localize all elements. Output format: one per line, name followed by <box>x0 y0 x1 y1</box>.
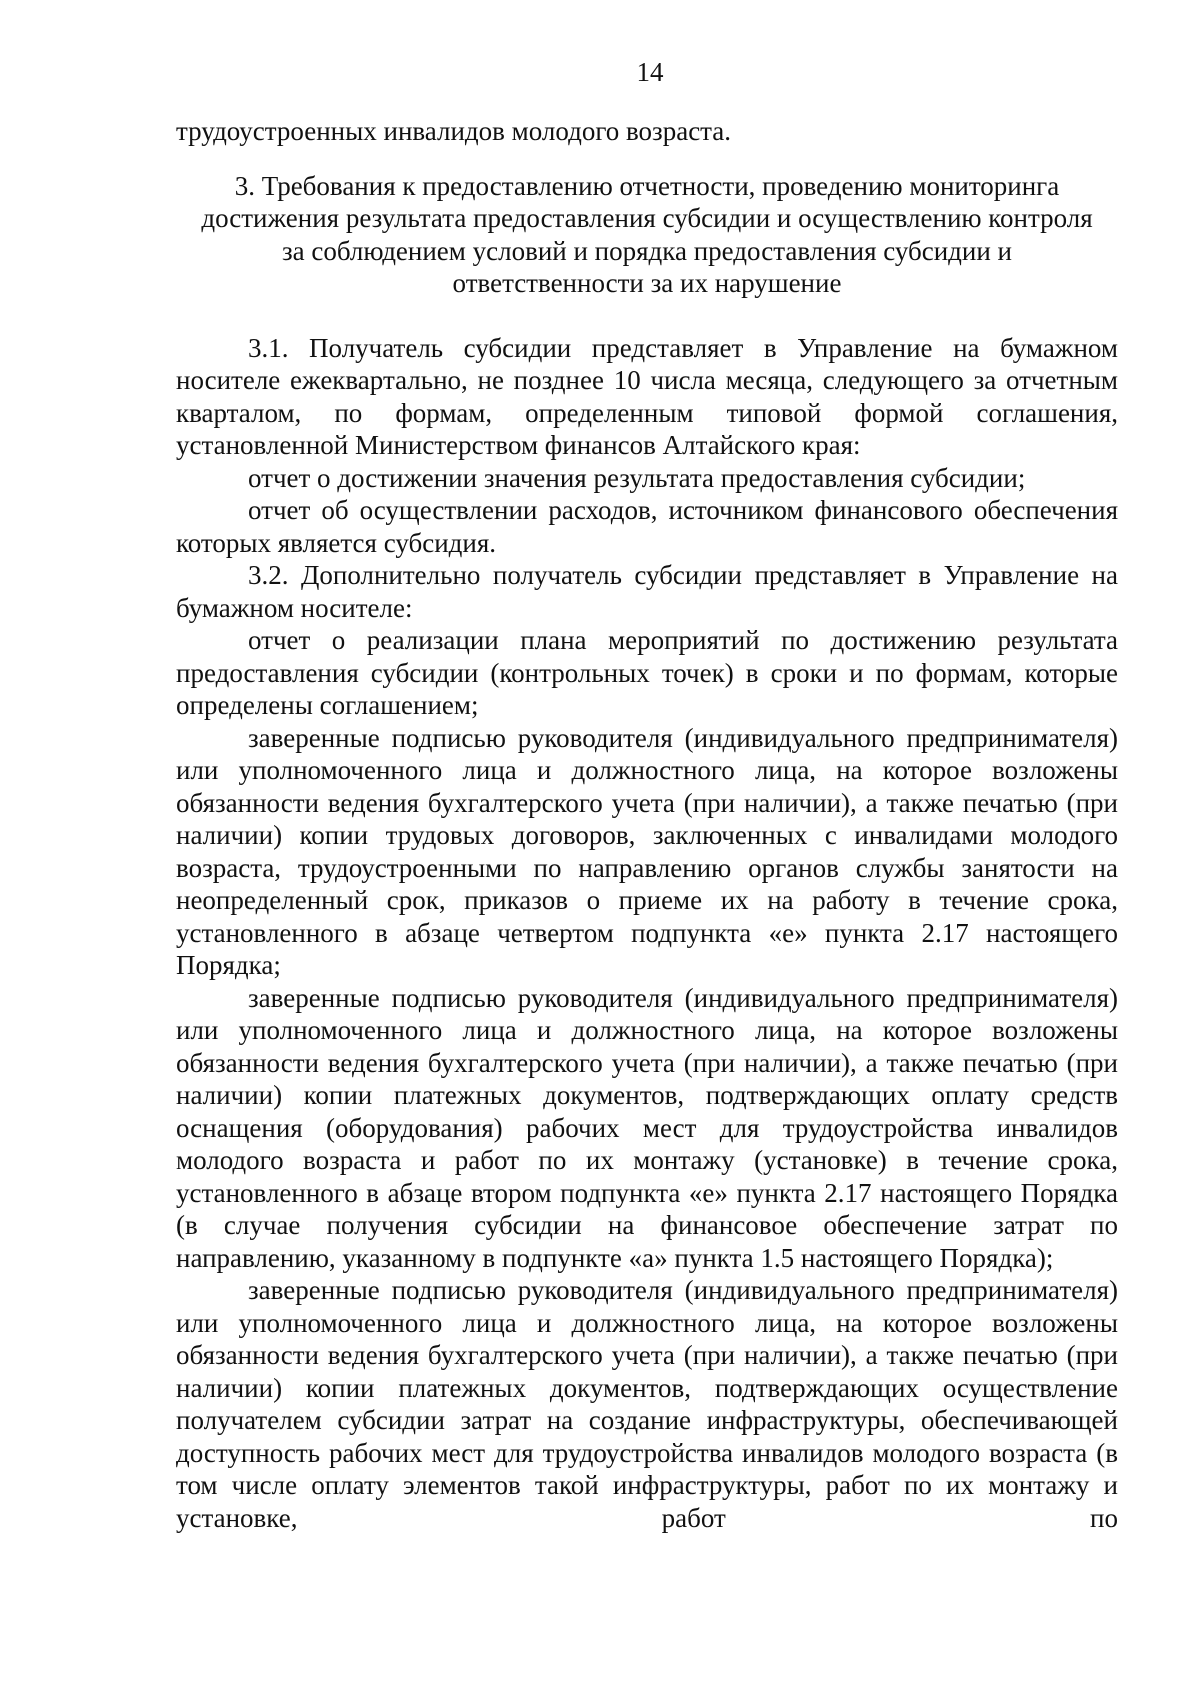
section-heading-line: ответственности за их нарушение <box>452 268 842 298</box>
page-number: 14 <box>636 57 664 87</box>
section-heading <box>176 170 1118 300</box>
paragraph-report-expenses: отчет об осуществлении расходов, источником финансового обеспечения которых является субсидия. <box>176 495 1118 558</box>
paragraph-3-2: 3.2. Дополнительно получатель субсидии представляет в Управление на бумажном носителе: <box>176 560 1118 623</box>
document-body <box>176 115 1118 1534</box>
paragraph-certified-equipment-payments: заверенные подписью руководителя (индивидуального предпринимателя) или уполномоченного лица и должностного лица, на которое возложены обязанности ведения бухгалтерского учета (при наличии), а также печатью (при наличии) копии платежных документов, подтверждающих оплату средств оснащения (оборудования) рабочих мест для трудоустройства инвалидов молодого возраста и работ по их монтажу (установке) в течение срока, установленного в абзаце втором подпункта «е» пункта 2.17 настоящего Порядка (в случае получения субсидии на финансовое обеспечение затрат по направлению, указанному в подпункте «а» пункта 1.5 настоящего Порядка); <box>176 982 1118 1273</box>
section-heading-line: достижения результата предоставления субсидии и осуществлению контроля <box>201 203 1093 233</box>
paragraph-certified-contracts: заверенные подписью руководителя (индивидуального предпринимателя) или уполномоченного лица и должностного лица, на которое возложены обязанности ведения бухгалтерского учета (при наличии), а также печатью (при наличии) копии трудовых договоров, заключенных с инвалидами молодого возраста, трудоустроенными по направлению органов службы занятости на неопределенный срок, приказов о приеме их на работу в течение срока, установленного в абзаце четвертом подпункта «е» пункта 2.17 настоящего Порядка; <box>176 722 1118 980</box>
paragraph-certified-infrastructure-payments: заверенные подписью руководителя (индивидуального предпринимателя) или уполномоченного лица и должностного лица, на которое возложены обязанности ведения бухгалтерского учета (при наличии), а также печатью (при наличии) копии платежных документов, подтверждающих осуществление получателем субсидии затрат на создание инфраструктуры, обеспечивающей доступность рабочих мест для трудоустройства инвалидов молодого возраста (в том числе оплату элементов такой инфраструктуры, работ по их монтажу и установке, работ по <box>176 1275 1118 1533</box>
section-heading-line: 3. Требования к предоставлению отчетности, проведению мониторинга <box>234 170 1060 201</box>
lead-line: трудоустроенных инвалидов молодого возраста. <box>176 116 732 146</box>
paragraph-report-plan: отчет о реализации плана мероприятий по достижению результата предоставления субсидии (контрольных точек) в сроки и по формам, которые определены соглашением; <box>176 625 1118 720</box>
paragraph-report-result: отчет о достижении значения результата предоставления субсидии; <box>248 462 1026 493</box>
paragraph-3-1: 3.1. Получатель субсидии представляет в Управление на бумажном носителе ежеквартально, не позднее 10 числа месяца, следующего за отчетным кварталом, по формам, определенным типовой формой соглашения, установленной Министерством финансов Алтайского края: <box>176 332 1118 460</box>
section-heading-line: за соблюдением условий и порядка предоставления субсидии и <box>281 235 1013 266</box>
